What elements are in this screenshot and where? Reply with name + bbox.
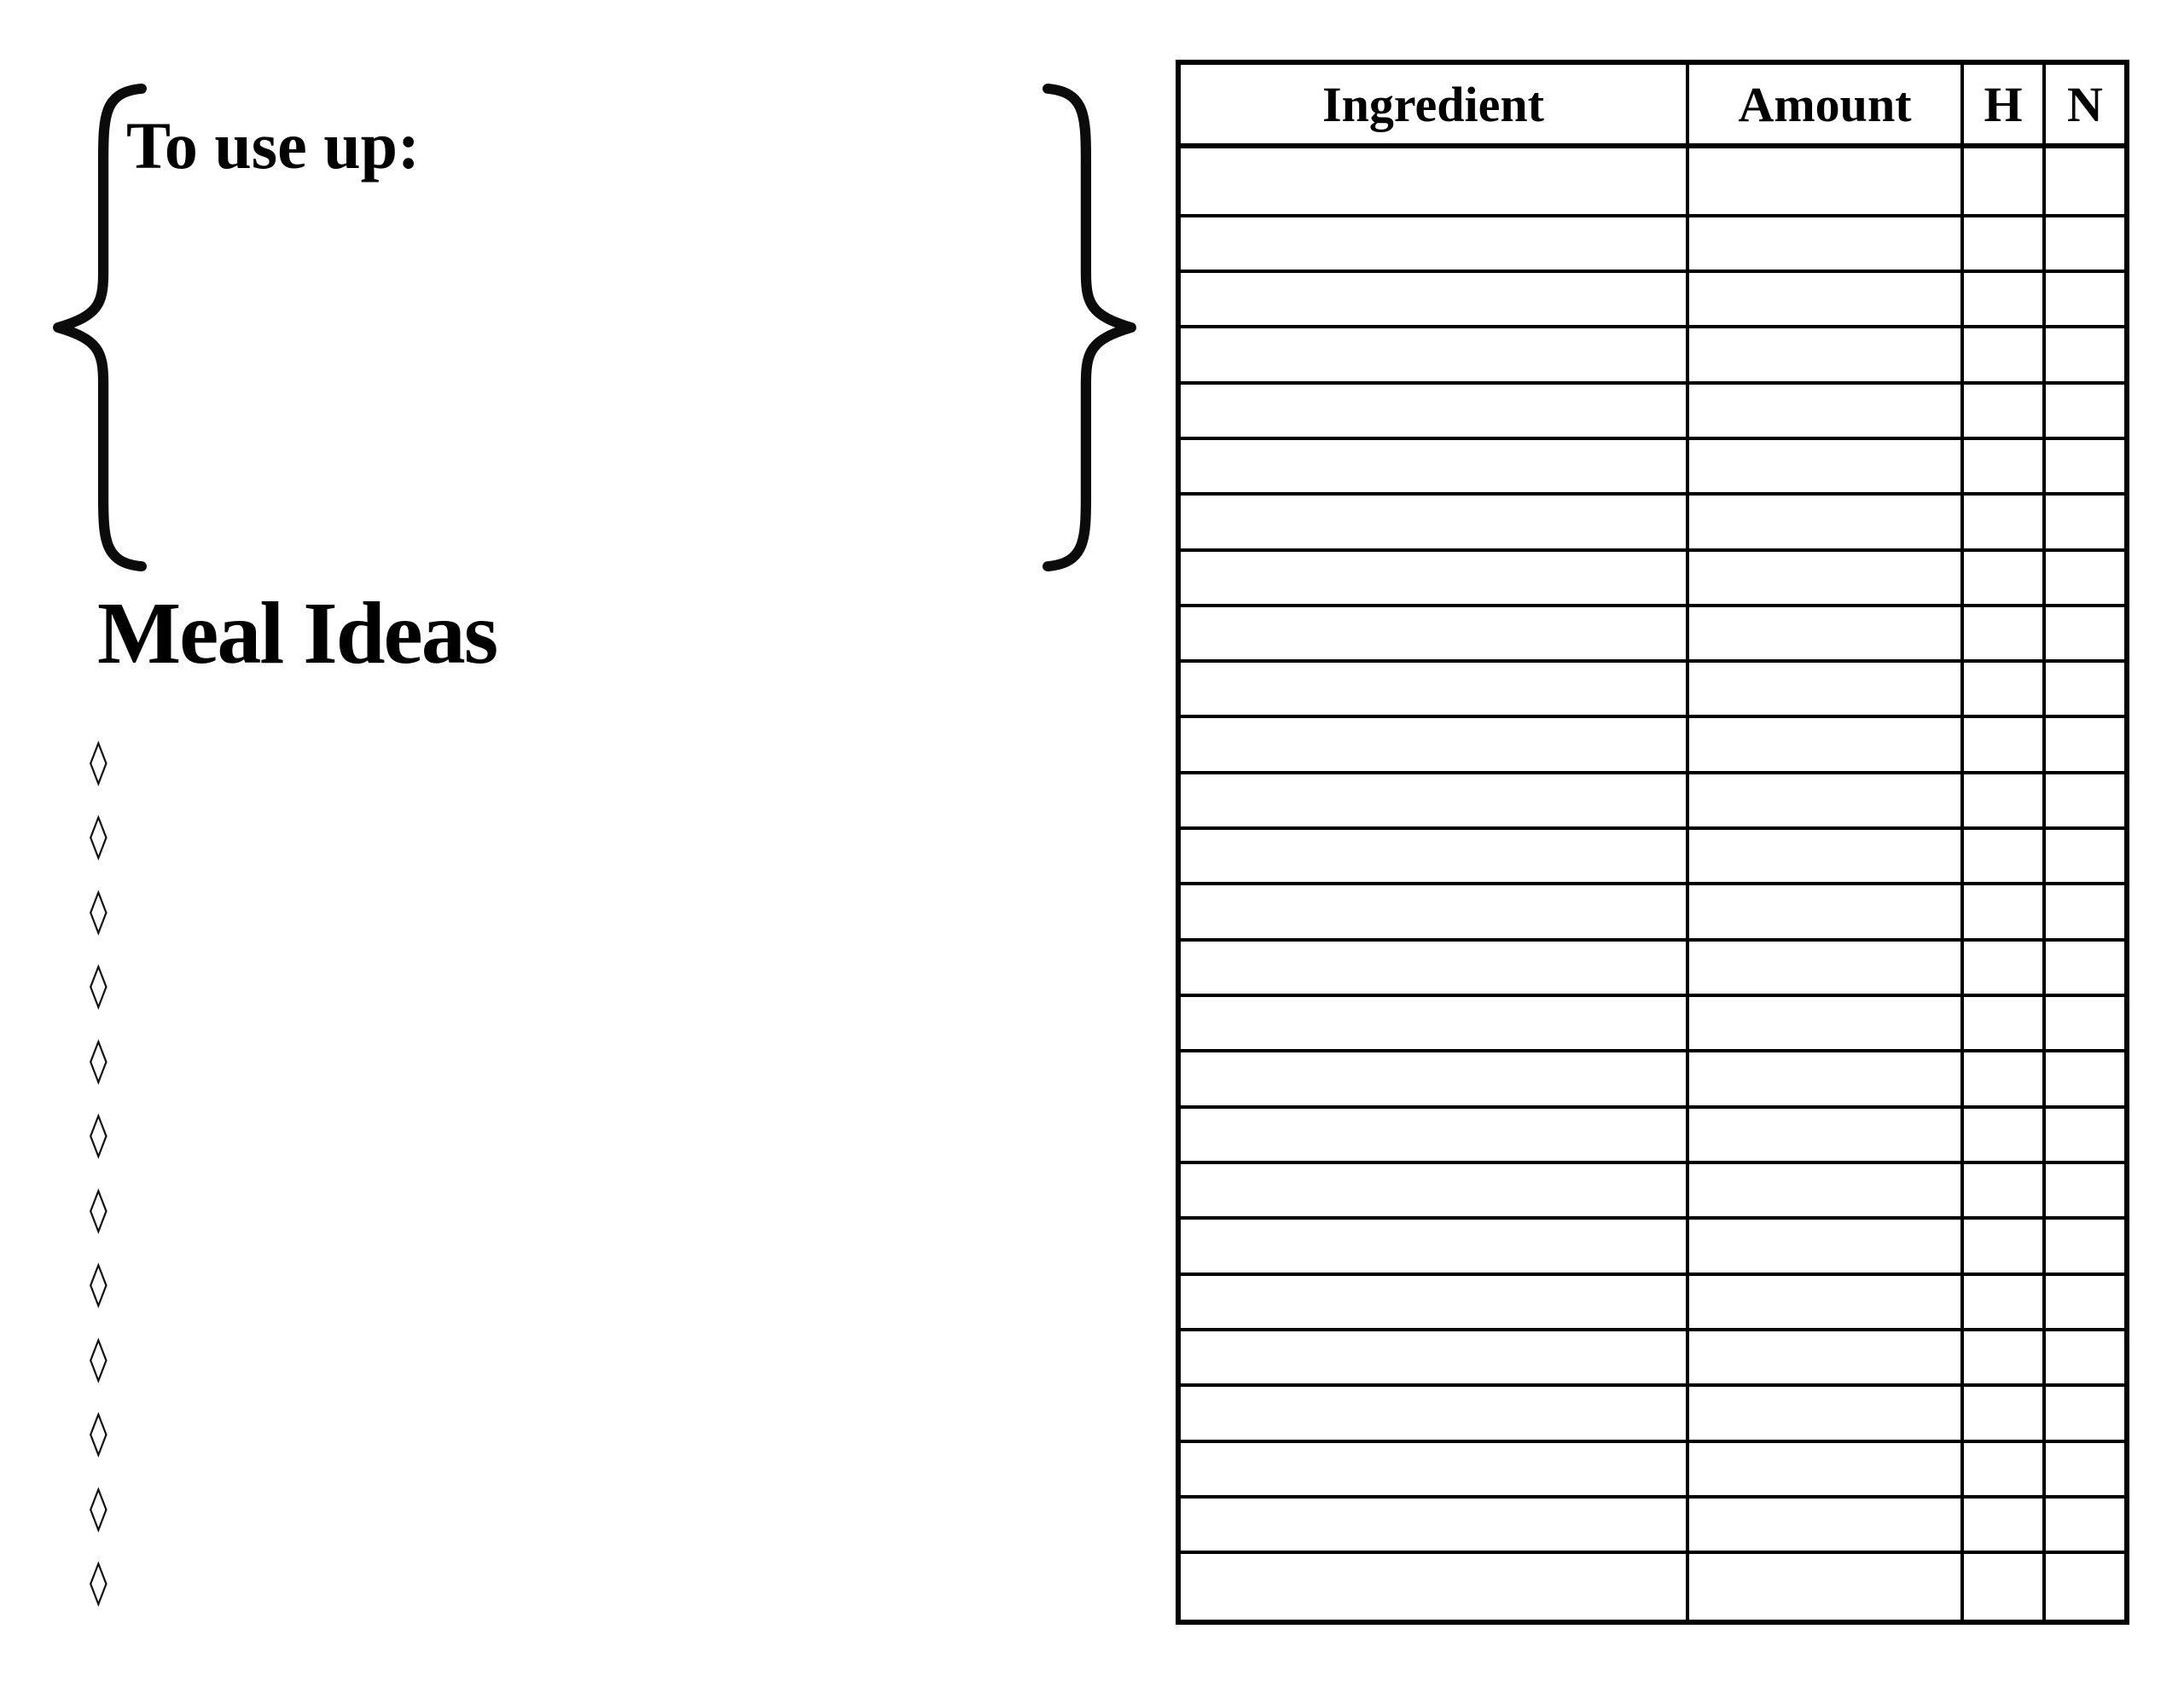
ingredient-cell xyxy=(1178,606,1687,661)
n-cell xyxy=(2044,327,2127,382)
ingredient-cell xyxy=(1178,438,1687,494)
meal-idea-bullet-icon: ◊ xyxy=(89,734,107,786)
h-cell xyxy=(1962,271,2044,327)
amount-cell xyxy=(1687,1330,1962,1385)
ingredient-column-header: Ingredient xyxy=(1178,62,1687,146)
table-row xyxy=(1178,271,2127,327)
ingredient-cell xyxy=(1178,828,1687,884)
amount-cell xyxy=(1687,1497,1962,1552)
table-row xyxy=(1178,327,2127,382)
meal-idea-bullet-icon: ◊ xyxy=(89,1033,107,1085)
ingredient-cell xyxy=(1178,940,1687,995)
h-cell xyxy=(1962,550,2044,606)
amount-cell xyxy=(1687,884,1962,939)
meal-idea-bullet-icon: ◊ xyxy=(89,1556,107,1608)
table-row xyxy=(1178,1218,2127,1273)
n-cell xyxy=(2044,216,2127,271)
table-row xyxy=(1178,940,2127,995)
amount-cell xyxy=(1687,1162,1962,1218)
amount-cell xyxy=(1687,716,1962,772)
amount-cell xyxy=(1687,216,1962,271)
ingredient-table xyxy=(1176,60,2129,1625)
amount-cell xyxy=(1687,438,1962,494)
amount-column-header: Amount xyxy=(1687,62,1962,146)
ingredient-cell xyxy=(1178,1385,1687,1441)
table-row xyxy=(1178,661,2127,716)
meal-idea-bullet-icon: ◊ xyxy=(89,1406,107,1458)
n-cell xyxy=(2044,438,2127,494)
n-cell xyxy=(2044,1330,2127,1385)
h-cell xyxy=(1962,773,2044,828)
ingredient-cell xyxy=(1178,327,1687,382)
h-cell xyxy=(1962,1552,2044,1622)
n-cell xyxy=(2044,271,2127,327)
n-cell xyxy=(2044,383,2127,438)
h-cell xyxy=(1962,661,2044,716)
amount-cell xyxy=(1687,1218,1962,1273)
h-cell xyxy=(1962,1107,2044,1162)
h-cell xyxy=(1962,995,2044,1051)
amount-cell xyxy=(1687,271,1962,327)
h-column-header: H xyxy=(1962,62,2044,146)
h-cell xyxy=(1962,216,2044,271)
table-row xyxy=(1178,1274,2127,1330)
table-row xyxy=(1178,884,2127,939)
meal-ideas-bullet-list xyxy=(89,723,108,1619)
amount-cell xyxy=(1687,606,1962,661)
meal-idea-bullet-icon: ◊ xyxy=(89,1331,107,1383)
ingredient-cell xyxy=(1178,773,1687,828)
h-cell xyxy=(1962,606,2044,661)
amount-cell xyxy=(1687,494,1962,549)
h-cell xyxy=(1962,1385,2044,1441)
amount-cell xyxy=(1687,661,1962,716)
meal-ideas-title: Meal Ideas xyxy=(97,584,497,682)
amount-cell xyxy=(1687,995,1962,1051)
amount-cell xyxy=(1687,940,1962,995)
n-cell xyxy=(2044,606,2127,661)
ingredient-cell xyxy=(1178,716,1687,772)
n-cell xyxy=(2044,1274,2127,1330)
h-cell xyxy=(1962,1441,2044,1497)
ingredient-cell xyxy=(1178,1218,1687,1273)
table-row xyxy=(1178,606,2127,661)
ingredient-cell xyxy=(1178,661,1687,716)
to-use-up-label: To use up: xyxy=(126,108,420,183)
h-cell xyxy=(1962,1218,2044,1273)
table-row xyxy=(1178,1162,2127,1218)
n-cell xyxy=(2044,716,2127,772)
table-row xyxy=(1178,1441,2127,1497)
header-row xyxy=(1178,62,2127,146)
table-row xyxy=(1178,1330,2127,1385)
ingredient-cell xyxy=(1178,1330,1687,1385)
ingredient-cell xyxy=(1178,146,1687,216)
amount-cell xyxy=(1687,773,1962,828)
n-cell xyxy=(2044,661,2127,716)
ingredient-cell xyxy=(1178,216,1687,271)
ingredient-cell xyxy=(1178,1552,1687,1622)
h-cell xyxy=(1962,1274,2044,1330)
meal-idea-bullet-icon: ◊ xyxy=(89,809,107,861)
amount-cell xyxy=(1687,1552,1962,1622)
meal-idea-bullet-icon: ◊ xyxy=(89,884,107,936)
amount-cell xyxy=(1687,1274,1962,1330)
table-row xyxy=(1178,494,2127,549)
amount-cell xyxy=(1687,146,1962,216)
closing-brace-icon xyxy=(1043,82,1138,573)
n-cell xyxy=(2044,884,2127,939)
table-row xyxy=(1178,1497,2127,1552)
h-cell xyxy=(1962,327,2044,382)
table-row xyxy=(1178,1107,2127,1162)
n-cell xyxy=(2044,828,2127,884)
n-cell xyxy=(2044,494,2127,549)
ingredient-cell xyxy=(1178,1274,1687,1330)
h-cell xyxy=(1962,494,2044,549)
ingredient-cell xyxy=(1178,995,1687,1051)
table-row xyxy=(1178,146,2127,216)
n-cell xyxy=(2044,1162,2127,1218)
h-cell xyxy=(1962,828,2044,884)
ingredient-cell xyxy=(1178,550,1687,606)
n-cell xyxy=(2044,940,2127,995)
ingredient-cell xyxy=(1178,1497,1687,1552)
h-cell xyxy=(1962,438,2044,494)
h-cell xyxy=(1962,884,2044,939)
n-cell xyxy=(2044,1051,2127,1106)
table-row xyxy=(1178,828,2127,884)
h-cell xyxy=(1962,383,2044,438)
ingredient-cell xyxy=(1178,884,1687,939)
n-cell xyxy=(2044,1552,2127,1622)
h-cell xyxy=(1962,146,2044,216)
n-cell xyxy=(2044,1385,2127,1441)
ingredient-cell xyxy=(1178,1162,1687,1218)
amount-cell xyxy=(1687,1385,1962,1441)
ingredient-cell xyxy=(1178,1051,1687,1106)
h-cell xyxy=(1962,940,2044,995)
ingredient-cell xyxy=(1178,1107,1687,1162)
table-row xyxy=(1178,1552,2127,1622)
amount-cell xyxy=(1687,327,1962,382)
n-column-header: N xyxy=(2044,62,2127,146)
ingredient-table-header xyxy=(1178,62,2127,146)
amount-cell xyxy=(1687,383,1962,438)
ingredient-cell xyxy=(1178,271,1687,327)
table-row xyxy=(1178,383,2127,438)
amount-cell xyxy=(1687,828,1962,884)
ingredient-cell xyxy=(1178,494,1687,549)
ingredient-cell xyxy=(1178,1441,1687,1497)
ingredient-table-body xyxy=(1178,146,2127,1622)
meal-idea-bullet-icon: ◊ xyxy=(89,1108,107,1160)
h-cell xyxy=(1962,1051,2044,1106)
table-row xyxy=(1178,1385,2127,1441)
n-cell xyxy=(2044,773,2127,828)
table-row xyxy=(1178,716,2127,772)
n-cell xyxy=(2044,1441,2127,1497)
table-row xyxy=(1178,438,2127,494)
h-cell xyxy=(1962,1330,2044,1385)
meal-idea-bullet-icon: ◊ xyxy=(89,1257,107,1309)
table-row xyxy=(1178,773,2127,828)
amount-cell xyxy=(1687,550,1962,606)
meal-idea-bullet-icon: ◊ xyxy=(89,1481,107,1533)
table-row xyxy=(1178,995,2127,1051)
ingredient-cell xyxy=(1178,383,1687,438)
n-cell xyxy=(2044,1107,2127,1162)
table-row xyxy=(1178,216,2127,271)
h-cell xyxy=(1962,1497,2044,1552)
meal-idea-bullet-icon: ◊ xyxy=(89,1182,107,1234)
table-row xyxy=(1178,1051,2127,1106)
n-cell xyxy=(2044,1218,2127,1273)
n-cell xyxy=(2044,550,2127,606)
meal-idea-bullet-icon: ◊ xyxy=(89,959,107,1011)
h-cell xyxy=(1962,716,2044,772)
n-cell xyxy=(2044,1497,2127,1552)
amount-cell xyxy=(1687,1051,1962,1106)
amount-cell xyxy=(1687,1107,1962,1162)
amount-cell xyxy=(1687,1441,1962,1497)
n-cell xyxy=(2044,146,2127,216)
table-row xyxy=(1178,550,2127,606)
h-cell xyxy=(1962,1162,2044,1218)
n-cell xyxy=(2044,995,2127,1051)
